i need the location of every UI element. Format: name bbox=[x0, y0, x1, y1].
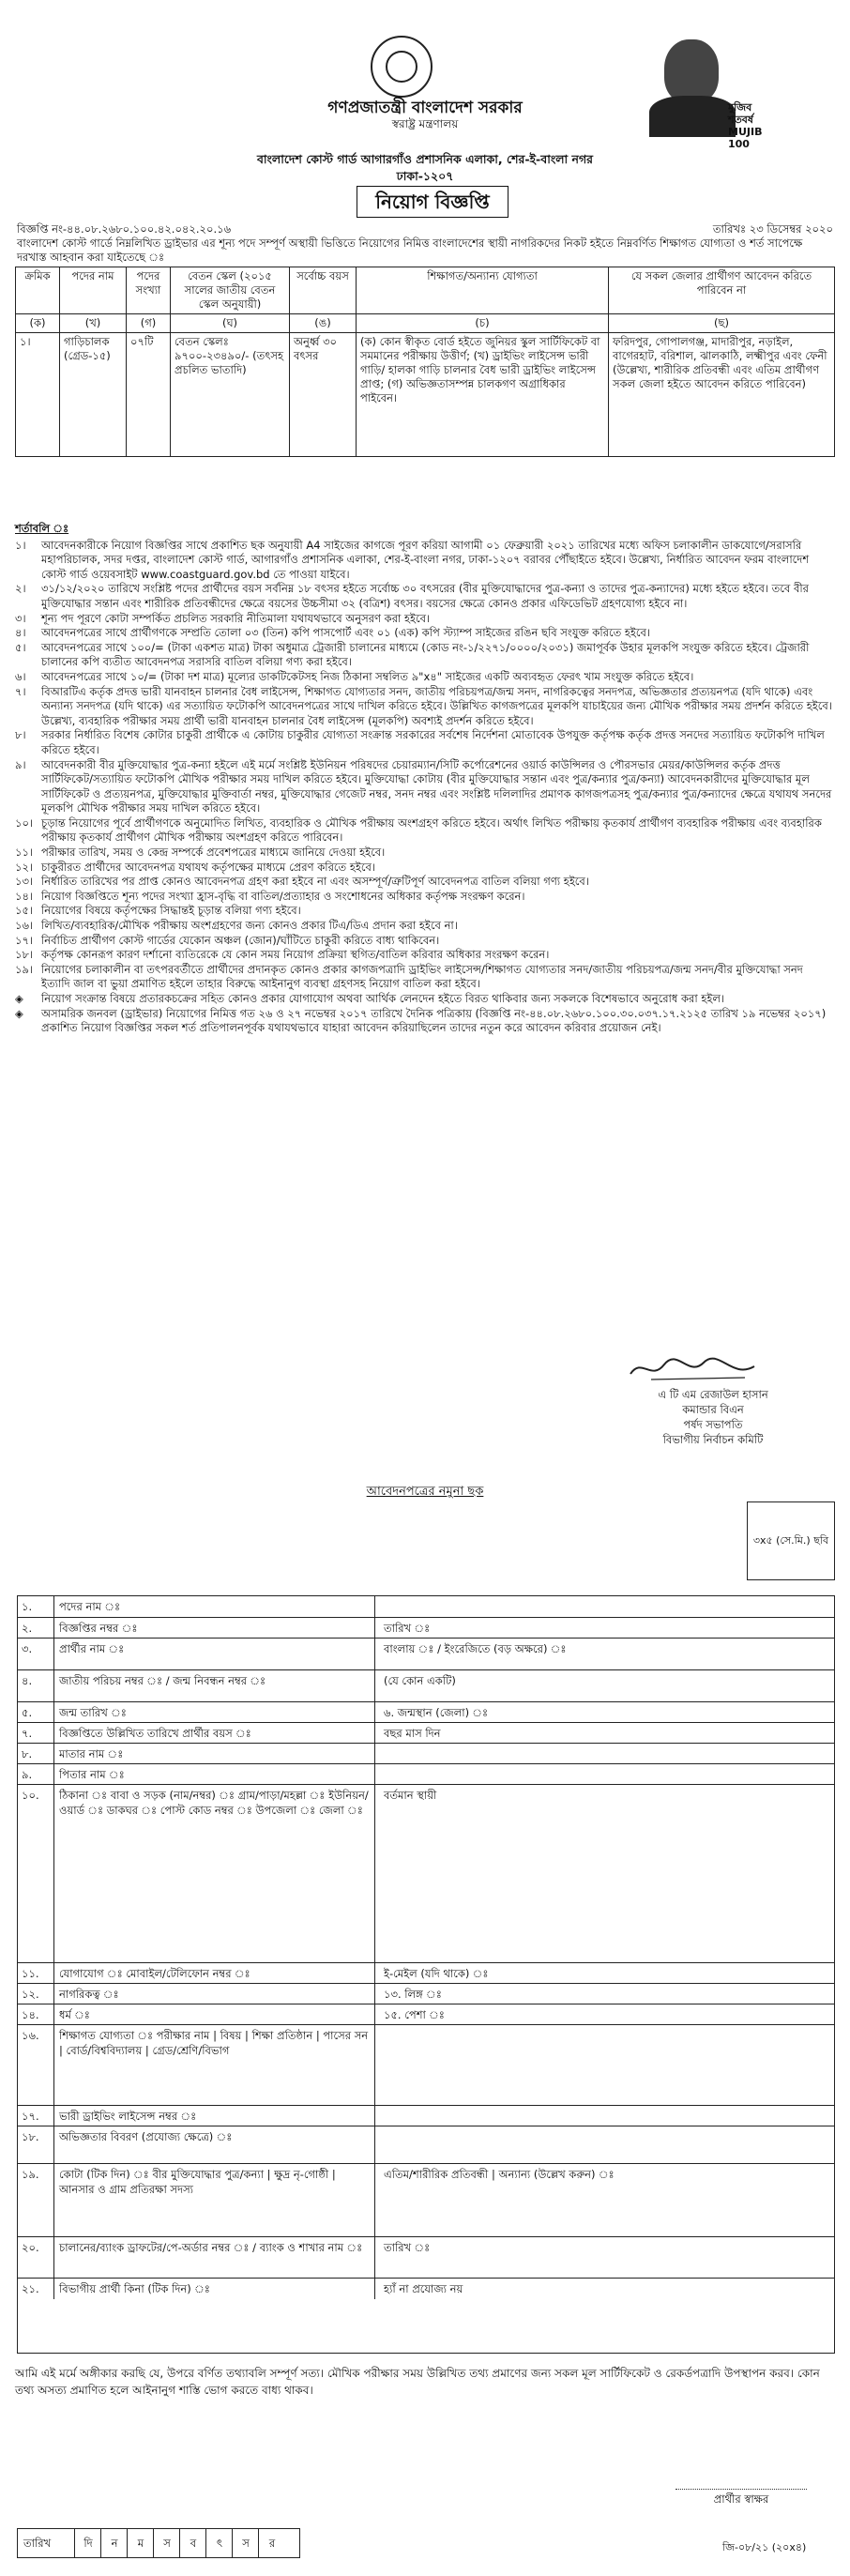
date-label: তারিখ bbox=[23, 2537, 52, 2550]
date-cell[interactable]: ব bbox=[179, 2529, 206, 2557]
term-item bbox=[15, 758, 835, 816]
term-text: পরীক্ষার তারিখ, সময় ও কেন্দ্র সম্পর্কে প্রবেশপত্রের মাধ্যমে জানিয়ে দেওয়া হইবে। bbox=[41, 846, 386, 860]
term-item bbox=[15, 846, 835, 861]
term-number: ৬। bbox=[15, 669, 26, 683]
form-row bbox=[18, 2236, 834, 2279]
form-row bbox=[18, 1617, 834, 1639]
notice-ref: বিজ্ঞপ্তি নং-৪৪.০৮.২৬৮০.১০০.৪২.০৪২.২০.১৬ bbox=[17, 222, 232, 236]
term-number: ৭। bbox=[15, 684, 26, 698]
form-row-extra: হ্যাঁ না প্রযোজ্য নয় bbox=[384, 2282, 463, 2295]
term-text: নির্বাচিত প্রার্থীগণ কোস্ট গার্ডের যেকোন অঞ্চল (জোন)/ঘাঁটিতে চাকুরী করিতে বাধ্য থাকিবেন। bbox=[41, 933, 440, 947]
form-divider bbox=[53, 2237, 54, 2279]
form-input-field[interactable] bbox=[374, 2025, 835, 2106]
form-row bbox=[18, 2278, 834, 2299]
signature-date-box bbox=[17, 2528, 300, 2558]
cell-post: গাড়িচালক (গ্রেড-১৫) bbox=[60, 333, 127, 457]
form-row bbox=[18, 1722, 834, 1744]
term-text: আবেদনকারী বীর মুক্তিযোদ্ধার পুত্র-কন্যা হইলে এই মর্মে সংশ্লিষ্ট ইউনিয়ন পরিষদের চেয়ারম্যান/সিটি কর্পোরেশনের ওয়ার্ড কাউন্সিলর ও পৌরসভার মেয়র/কাউন্সিলর কর্তৃক প্রদত্ত সার্টিফিকেট/সত্যায়িত ফটোকপি মৌখিক পরীক্ষার সময় দাখিল করিতে হইবে। মুক্তিযোদ্ধা কোটায় (বীর মুক্তিযোদ্ধার সন্তান এবং পুত্র/কন্যার পুত্র/কন্যা) আবেদনকারীদের মুক্তিযোদ্ধার মূল সার্টিফিকেট ও প্রত্যয়নপত্র, মুক্তিযোদ্ধার মুক্তিবার্তা নম্বর, মুক্তিযোদ্ধার গেজেট নম্বর, সনদ নম্বর এবং সংশ্লিষ্ট দলিলাদির প্রমাণক কাগজপত্রসহ পুত্র/কন্যার পুত্র/কন্যাদের ক্ষেত্রে যথাযথ সনদের মূলকপি মৌখিক পরীক্ষার সময় দাখিল করিতে হইবে। bbox=[41, 757, 832, 815]
form-row-number: ৩. bbox=[22, 1642, 33, 1655]
term-text: আবেদনকারীকে নিয়োগ বিজ্ঞপ্তির সাথে প্রকাশিত ছক অনুযায়ী A4 সাইজের কাগজে পূরণ করিয়া আগামী ০১ ফেব্রুয়ারী ২০২১ তারিখের মধ্যে অফিস চলাকালীন ডাকযোগে/সরাসরি মহাপরিচালক, সদর দপ্তর, বাংলাদেশ কোস্ট গার্ড, আগারগাঁও প্রশাসনিক এলাকা, শের-ই-বাংলা নগর, ঢাকা-১২০৭ বরাবর পৌঁছাইতে হইবে। উল্লেখ্য, নির্ধারিত আবেদন ফরম বাংলাদেশ কোস্ট গার্ড ওয়েবসাইট www.coastguard.gov.bd তে পাওয়া যাইবে। bbox=[41, 538, 810, 581]
form-row-label: যোগাযোগ ঃ মোবাইল/টেলিফোন নম্বর ঃ bbox=[59, 1967, 250, 1980]
term-number: ১৩। bbox=[15, 875, 34, 889]
signatory-block bbox=[600, 1387, 826, 1447]
term-item bbox=[15, 934, 835, 949]
form-row-extra: ১৩. লিঙ্গ ঃ bbox=[384, 1988, 442, 2001]
col-districts: যে সকল জেলার প্রার্থীগণ আবেদন করিতে পারিবেন না bbox=[609, 267, 835, 314]
form-row-extra: বছর মাস দিন bbox=[384, 1727, 441, 1740]
form-row-number: ১২. bbox=[22, 1988, 39, 2001]
form-row-number: ১৪. bbox=[22, 2008, 39, 2021]
form-row-label: বিজ্ঞপ্তির নম্বর ঃ bbox=[59, 1622, 138, 1635]
ministry-name: স্বরাষ্ট্র মন্ত্রণালয় bbox=[391, 117, 459, 130]
form-divider bbox=[53, 1618, 54, 1639]
form-input-field[interactable] bbox=[374, 1596, 835, 1617]
letter-cell: (ঙ) bbox=[290, 314, 357, 333]
term-number: ১৬। bbox=[15, 919, 34, 933]
term-item bbox=[15, 670, 835, 685]
cell-scale: বেতন স্কেলঃ ৯৭০০-২৩৪৯০/- (তৎসহ প্রচলিত ভাতাদি) bbox=[171, 333, 290, 457]
signature-scribble-icon bbox=[623, 1353, 764, 1385]
declaration-text: আমি এই মর্মে অঙ্গীকার করছি যে, উপরে বর্ণিত তথ্যাবলি সম্পূর্ণ সত্য। মৌখিক পরীক্ষার সময় উল্লিখিত তথ্য প্রমাণের জন্য সকল মূল সার্টিফিকেট ও রেকর্ডপত্রাদি উপস্থাপন করব। কোন তথ্য অসত্য প্রমাণিত হলে আইনানুগ শাস্তি ভোগ করতে বাধ্য থাকব। bbox=[15, 2367, 820, 2397]
term-item bbox=[15, 612, 835, 627]
table-header-row bbox=[16, 267, 835, 314]
form-row-number: ১৭. bbox=[22, 2110, 39, 2123]
form-row-number: ৯. bbox=[22, 1768, 33, 1781]
form-row bbox=[18, 2105, 834, 2126]
cell-age: অনুর্ধ্ব ৩০ বৎসর bbox=[290, 333, 357, 457]
cell-districts: ফরিদপুর, গোপালগঞ্জ, মাদারীপুর, নড়াইল, বাগেরহাট, বরিশাল, ঝালকাঠি, লক্ষ্মীপুর এবং ফেনী (উল্লেখ্য, শারীরিক প্রতিবন্ধী এবং এতিম প্রার্থীগণ সকল জেলা হইতে আবেদন করিতে পারিবেন) bbox=[609, 333, 835, 457]
term-item bbox=[15, 626, 835, 641]
term-text: ৩১/১২/২০২০ তারিখে সংশ্লিষ্ট পদের প্রার্থীদের বয়স সর্বনিম্ন ১৮ বৎসর হইতে সর্বোচ্চ ৩০ বৎসরের (বীর মুক্তিযোদ্ধাদের পুত্র-কন্যা ও তাদের পুত্র-কন্যাদের) মধ্যে হইতে হইবে। তবে বীর মুক্তিযোদ্ধার সন্তান এবং শারীরিক প্রতিবন্ধীদের ক্ষেত্রে বয়সের উচ্চসীমা ৩২ (বত্রিশ) বৎসর। বয়সের ক্ষেত্রে কোনও প্রকার এফিডেভিট গ্রহণযোগ্য হইবে না। bbox=[41, 582, 809, 610]
term-number: ৪। bbox=[15, 626, 26, 640]
signatory-board: বিভাগীয় নির্বাচন কমিটি bbox=[662, 1433, 764, 1446]
col-age: সর্বোচ্চ বয়স bbox=[290, 267, 357, 314]
term-item bbox=[15, 816, 835, 846]
col-qualification: শিক্ষাগত/অন্যান্য যোগ্যতা bbox=[357, 267, 609, 314]
form-divider bbox=[53, 2126, 54, 2164]
form-input-field[interactable] bbox=[374, 2106, 835, 2126]
form-row-label: কোটা (টিক দিন) ঃ বীর মুক্তিযোদ্ধার পুত্র/কন্যা | ক্ষুদ্র নৃ-গোষ্ঠী | আনসার ও গ্রাম প্রতিরক্ষা সদস্য bbox=[59, 2168, 336, 2196]
term-item bbox=[15, 875, 835, 890]
cell-count: ০৭টি bbox=[127, 333, 171, 457]
mujib-100-label: মুজিব শতবর্ষ MUJIB 100 bbox=[728, 101, 763, 150]
form-row-label: পিতার নাম ঃ bbox=[59, 1768, 125, 1781]
notice-intro: বাংলাদেশ কোস্ট গার্ডে নিম্নলিখিত ড্রাইভার এর শূন্য পদে সম্পূর্ণ অস্থায়ী ভিত্তিতে নিয়োগের নিমিত্ত বাংলাদেশের স্থায়ী নাগরিকদের নিকট হইতে নিম্নবর্ণিত শিক্ষাগত যোগ্যতা ও শর্ত সাপেক্ষে দরখাস্ত আহবান করা যাইতেছে ঃ bbox=[17, 236, 803, 264]
form-row bbox=[18, 1743, 834, 1764]
office-city: ঢাকা-১২০৭ bbox=[396, 169, 454, 183]
term-text: শূন্য পদ পূরণে কোটা সম্পর্কিত প্রচলিত সরকারি নীতিমালা যথাযথভাবে অনুসরণ করা হইবে। bbox=[41, 611, 431, 625]
term-text: চাকুরীরত প্রার্থীদের আবেদনপত্র যথাযথ কর্তৃপক্ষের মাধ্যমে প্রেরণ করিতে হইবে। bbox=[41, 860, 375, 874]
term-text: সরকার নির্ধারিত বিশেষ কোটার চাকুরী প্রার্থীকে এ কোটায় চাকুরীর যোগ্যতা সংক্রান্ত সরকারের সর্বশেষ নির্দেশনা মোতাবেক উপযুক্ত কর্তৃপক্ষ কর্তৃক প্রদত্ত সনদের সত্যায়িত ফটোকপি দাখিল করিতে হইবে। bbox=[41, 728, 825, 756]
form-divider bbox=[53, 1670, 54, 1702]
form-row-label: জাতীয় পরিচয় নম্বর ঃ / জন্ম নিবন্ধন নম্বর ঃ bbox=[59, 1674, 266, 1687]
term-number: ১১। bbox=[15, 846, 34, 860]
term-item bbox=[15, 685, 835, 729]
term-item bbox=[15, 948, 835, 963]
date-cell[interactable]: স bbox=[153, 2529, 180, 2557]
signatory-role: পর্ষদ সভাপতি bbox=[683, 1418, 743, 1431]
date-cell[interactable]: ন bbox=[100, 2529, 128, 2557]
notice-title: নিয়োগ বিজ্ঞপ্তি bbox=[357, 186, 508, 218]
term-text: আবেদনপত্রের সাথে ১০/= (টাকা দশ মাত্র) মূল্যের ডাকটিকেটসহ নিজ ঠিকানা সম্বলিত ৯"x৪" সাইজের একটি অব্যবহৃত ফেরৎ খাম সংযুক্ত করিতে হইবে। bbox=[41, 669, 694, 683]
form-code: জি-০৮/২১ (২০x৪) bbox=[722, 2541, 807, 2553]
form-row-extra: (যে কোন একটি) bbox=[384, 1674, 456, 1687]
term-text: আবেদনপত্রের সাথে ১০০/= (টাকা একশত মাত্র) টাকা অধুমাত্র ট্রেজারী চালানের মাধ্যমে (কোড নং-১/২২৭১/০০০০/২০৩১) জমাপূর্বক উহার মূলকপি সংযুক্ত করিতে হইবে। ট্রেজারী চালানের কপি ব্যতীত আবেদনপত্র সরাসরি বাতিল বলিয়া গণ্য করা হইবে। bbox=[41, 640, 810, 669]
form-row bbox=[18, 1701, 834, 1723]
form-row-label: পদের নাম ঃ bbox=[59, 1600, 121, 1613]
term-item bbox=[15, 890, 835, 905]
term-number: ৯। bbox=[15, 757, 26, 771]
form-row-number: ২১. bbox=[22, 2282, 39, 2295]
mujib-logo bbox=[647, 34, 763, 150]
cell-qualification: (ক) কোন স্বীকৃত বোর্ড হইতে জুনিয়র স্কুল সার্টিফিকেট বা সমমানের পরীক্ষায় উত্তীর্ণ; (খ) ড্রাইভিং লাইসেন্স ভারী গাড়ি/ হালকা গাড়ি চালনার বৈধ ভারী ড্রাইভিং লাইসেন্স প্রাপ্ত; (গ) অভিজ্ঞতাসম্পন্ন চালকগণ অগ্রাধিকার পাইবেন। bbox=[357, 333, 609, 457]
term-item bbox=[15, 641, 835, 670]
term-text: বিআরটিএ কর্তৃক প্রদত্ত ভারী যানবাহন চালনার বৈধ লাইসেন্স, শিক্ষাগত যোগ্যতার সনদ, জাতীয় পরিচয়পত্র/জন্ম সনদ, নাগরিকত্বের সনদপত্র, অভিজ্ঞতার প্রত্যয়নপত্র (যদি থাকে) এবং অন্যান্য সনদপত্র (যদি থাকে) এর সত্যায়িত ফটোকপি আবেদনপত্রের সাথে দাখিল করিতে হইবে। উল্লিখিত কাগজপত্রের মূলকপি যাচাইয়ের জন্য মৌখিক পরীক্ষার সময় প্রদর্শন করিতে হইবে। উল্লেখ্য, ব্যবহারিক পরীক্ষার সময় প্রার্থী ভারী যানবাহন চালনার বৈধ লাইসেন্স (মূলকপি) অবশ্যই প্রদর্শন করিতে হইবে। bbox=[41, 684, 832, 727]
form-row-extra: তারিখ ঃ bbox=[384, 1622, 431, 1635]
form-row-extra: বর্তমান স্থায়ী bbox=[384, 1789, 437, 1802]
form-row-number: ১৬. bbox=[22, 2029, 39, 2042]
form-row-number: ৫. bbox=[22, 1706, 33, 1719]
form-row-number: ১০. bbox=[22, 1789, 39, 1802]
term-text: নিয়োগের বিষয়ে কর্তৃপক্ষের সিদ্ধান্তই চূড়ান্ত বলিয়া গণ্য হইবে। bbox=[41, 904, 301, 918]
form-row-number: ১৮. bbox=[22, 2130, 39, 2143]
term-number: ◈ bbox=[15, 992, 23, 1005]
form-row bbox=[18, 1784, 834, 1963]
term-number: ১৫। bbox=[15, 904, 34, 918]
col-post: পদের নাম bbox=[60, 267, 127, 314]
form-title: আবেদনপত্রের নমুনা ছক bbox=[366, 1485, 484, 1499]
form-row-label: মাতার নাম ঃ bbox=[59, 1747, 124, 1761]
table-row bbox=[16, 333, 835, 457]
form-row-number: ১৯. bbox=[22, 2168, 39, 2181]
form-divider bbox=[53, 1702, 54, 1723]
letter-cell: (ঘ) bbox=[171, 314, 290, 333]
government-emblem-icon bbox=[371, 36, 433, 98]
vacancy-table bbox=[15, 267, 835, 457]
term-item bbox=[15, 539, 835, 583]
terms-list bbox=[15, 539, 835, 1036]
form-divider bbox=[53, 1744, 54, 1764]
application-form bbox=[17, 1595, 835, 2354]
term-number: ১০। bbox=[15, 815, 34, 830]
cell-serial: ১। bbox=[16, 333, 60, 457]
term-item bbox=[15, 992, 835, 1007]
term-item bbox=[15, 963, 835, 992]
term-text: নির্ধারিত তারিখের পর প্রাপ্ত কোনও আবেদনপত্র গ্রহণ করা হইবে না এবং অসম্পূর্ণ/ত্রুটিপূর্ণ আবেদনপত্র বাতিল বলিয়া গণ্য হইবে। bbox=[41, 875, 589, 889]
form-row-extra: বাংলায় ঃ / ইংরেজিতে (বড় অক্ষরে) ঃ bbox=[384, 1642, 567, 1655]
term-number: ১৯। bbox=[15, 962, 34, 976]
form-row bbox=[18, 2024, 834, 2106]
term-number: ১৪। bbox=[15, 889, 34, 903]
form-divider bbox=[53, 2106, 54, 2126]
form-divider bbox=[53, 2279, 54, 2299]
form-row-extra: তারিখ ঃ bbox=[384, 2241, 431, 2254]
form-divider bbox=[53, 2025, 54, 2106]
form-row-number: ১১. bbox=[22, 1967, 39, 1980]
term-item bbox=[15, 728, 835, 757]
form-divider bbox=[53, 1723, 54, 1744]
office-address: বাংলাদেশ কোস্ট গার্ড আগারগাঁও প্রশাসনিক এলাকা, শের-ই-বাংলা নগর bbox=[256, 152, 594, 166]
form-row bbox=[18, 2004, 834, 2025]
form-row-extra: ১৫. পেশা ঃ bbox=[384, 2008, 445, 2021]
form-row bbox=[18, 1983, 834, 2004]
term-number: ১। bbox=[15, 538, 26, 552]
form-row-label: ভারী ড্রাইভিং লাইসেন্স নম্বর ঃ bbox=[59, 2110, 197, 2123]
date-cell[interactable]: দি bbox=[74, 2529, 101, 2557]
form-row-number: ৭. bbox=[22, 1727, 33, 1740]
term-text: নিয়োগ সংক্রান্ত বিষয়ে প্রতারকচক্রের সহিত কোনও প্রকার যোগাযোগ অথবা আর্থিক লেনদেন হইতে বিরত থাকিবার জন্য সকলকে বিশেষভাবে অনুরোধ করা হইল। bbox=[41, 992, 725, 1005]
term-item bbox=[15, 1007, 835, 1036]
terms-section bbox=[15, 522, 835, 1036]
form-input-field[interactable] bbox=[374, 1785, 835, 1963]
govt-title: গণপ্রজাতন্ত্রী বাংলাদেশ সরকার bbox=[327, 99, 523, 117]
form-row-label: চালানের/ব্যাংক ড্রাফটের/পে-অর্ডার নম্বর ঃ / ব্যাংক ও শাখার নাম ঃ bbox=[59, 2241, 363, 2254]
form-row-label: ধর্ম ঃ bbox=[59, 2008, 90, 2021]
applicant-signature: প্রার্থীর স্বাক্ষর bbox=[675, 2489, 807, 2509]
term-item bbox=[15, 919, 835, 934]
term-text: লিখিত/ব্যবহারিক/মৌখিক পরীক্ষায় অংশগ্রহণের জন্য কোনও প্রকার টিএ/ডিএ প্রদান করা হইবে না। bbox=[41, 919, 458, 933]
term-text: চূড়ান্ত নিয়োগের পূর্বে প্রার্থীগণকে অনুমোদিত লিখিত, ব্যবহারিক ও মৌখিক পরীক্ষায় অংশগ্রহণ করিতে হইবে। অর্থাৎ লিখিত পরীক্ষায় কৃতকার্য প্রার্থীগণ ব্যবহারিক পরীক্ষায় এবং ব্যবহারিক পরীক্ষায় কৃতকার্য প্রার্থীগণ মৌখিক পরীক্ষায় অংশগ্রহণ করিতে পারিবেন। bbox=[41, 815, 822, 845]
letter-cell: (ক) bbox=[16, 314, 60, 333]
portrait-body bbox=[649, 96, 736, 137]
date-cell[interactable]: স bbox=[232, 2529, 259, 2557]
term-text: কর্তৃপক্ষ কোনরূপ কারণ দর্শানো ব্যতিরেকে যে কোন সময় নিয়োগ প্রক্রিয়া স্থগিত/বাতিল করিবার অধিকার সংরক্ষণ করেন। bbox=[41, 948, 550, 962]
term-number: ১২। bbox=[15, 860, 34, 874]
form-input-field[interactable] bbox=[374, 1744, 835, 1764]
form-row-label: অভিজ্ঞতার বিবরণ (প্রযোজ্য ক্ষেত্রে) ঃ bbox=[59, 2130, 233, 2143]
term-item bbox=[15, 904, 835, 919]
term-number: ১৮। bbox=[15, 948, 34, 962]
term-number: ২। bbox=[15, 582, 26, 596]
term-text: অসামরিক জনবল (ড্রাইভার) নিয়োগের নিমিত্ত গত ২৬ ও ২৭ নভেম্বর ২০১৭ তারিখে দৈনিক পত্রিকায় (বিজ্ঞপ্তি নং-৪৪.০৮.২৬৮০.১০০.৩০.০৩৭.১৭.২১২৫ তারিখ ১৯ নভেম্বর ২০১৭) প্রকাশিত নিয়োগ বিজ্ঞপ্তির সকল শর্ত প্রতিপালনপূর্বক যথাযথভাবে যাহারা আবেদন করিয়াছিলেন তাদের নতুন করে আবেদন করিবার প্রয়োজন নেই। bbox=[41, 1006, 827, 1035]
term-text: আবেদনপত্রের সাথে প্রার্থীগণকে সম্প্রতি তোলা ০৩ (তিন) কপি পাসপোর্ট এবং ০১ (এক) কপি স্ট্যাম্প সাইজের রঙিন ছবি সংযুক্ত করিতে হইবে। bbox=[41, 626, 651, 640]
form-row bbox=[18, 1638, 834, 1670]
form-row-number: ৪. bbox=[22, 1674, 33, 1687]
form-divider bbox=[53, 1785, 54, 1963]
form-input-field[interactable] bbox=[374, 2126, 835, 2164]
form-row-number: ১. bbox=[22, 1600, 33, 1613]
form-row-label: বিভাগীয় প্রার্থী কিনা (টিক দিন) ঃ bbox=[59, 2282, 210, 2295]
form-divider bbox=[53, 2004, 54, 2025]
signatory-name: এ টি এম রেজাউল হাসান bbox=[658, 1388, 768, 1401]
col-serial: ক্রমিক bbox=[16, 267, 60, 314]
col-scale: বেতন স্কেল (২০১৫ সালের জাতীয় বেতন স্কেল অনুযায়ী) bbox=[171, 267, 290, 314]
table-letter-row bbox=[16, 314, 835, 333]
form-row-number: ২০. bbox=[22, 2241, 39, 2254]
letter-cell: (ছ) bbox=[609, 314, 835, 333]
photo-label: ৩x৫ (সে.মি.) ছবি bbox=[752, 1533, 829, 1547]
col-count: পদের সংখ্যা bbox=[127, 267, 171, 314]
term-item bbox=[15, 582, 835, 611]
form-row-number: ২. bbox=[22, 1622, 33, 1635]
form-row bbox=[18, 1763, 834, 1785]
form-row bbox=[18, 1669, 834, 1702]
form-row-extra: ৬. জন্মস্থান (জেলা) ঃ bbox=[384, 1706, 489, 1719]
form-input-field[interactable] bbox=[374, 1764, 835, 1785]
form-row-number: ৮. bbox=[22, 1747, 33, 1761]
terms-heading: শর্তাবলি ঃ bbox=[15, 522, 69, 535]
term-number: ৮। bbox=[15, 728, 26, 742]
letter-cell: (গ) bbox=[127, 314, 171, 333]
form-row-label: ঠিকানা ঃ বাবা ও সড়ক (নাম/নম্বর) ঃ গ্রাম/পাড়া/মহল্লা ঃ ইউনিয়ন/ওয়ার্ড ঃ ডাকঘর ঃ পোস্ট কোড নম্বর ঃ উপজেলা ঃ জেলা ঃ bbox=[59, 1789, 369, 1817]
term-text: নিয়োগের চলাকালীন বা তৎপরবর্তীতে প্রার্থীদের প্রদানকৃত কোনও প্রকার কাগজপত্রাদি ড্রাইভিং লাইসেন্স/শিক্ষাগত যোগ্যতার সনদ/জাতীয় পরিচয়পত্র/জন্ম সনদ/বীর মুক্তিযোদ্ধা সনদ ইত্যাদি জাল বা ভুয়া প্রমাণিত হইলে তাহার বিরুদ্ধে আইনানুগ ব্যবস্থা গ্রহণসহ নিয়োগ বাতিল করা হইবে। bbox=[41, 962, 803, 991]
letter-cell: (খ) bbox=[60, 314, 127, 333]
form-row bbox=[18, 2163, 834, 2237]
form-row bbox=[18, 2126, 834, 2164]
form-divider bbox=[53, 1984, 54, 2004]
letter-cell: (চ) bbox=[357, 314, 609, 333]
date-cell[interactable]: র bbox=[258, 2529, 285, 2557]
date-cell[interactable]: ৎ bbox=[205, 2529, 233, 2557]
signatory-rank: কমান্ডার বিএন bbox=[682, 1403, 744, 1416]
form-row-label: নাগরিকত্ব ঃ bbox=[59, 1988, 119, 2001]
portrait-head bbox=[664, 39, 719, 103]
notice-date: তারিখঃ ২৩ ডিসেম্বর ২০২০ bbox=[712, 222, 833, 236]
term-item bbox=[15, 861, 835, 876]
term-number: ◈ bbox=[15, 1006, 23, 1020]
form-divider bbox=[53, 1764, 54, 1785]
form-row-extra: এতিম/শারীরিক প্রতিবন্ধী | অন্যান্য (উল্লেখ করুন) ঃ bbox=[384, 2168, 615, 2181]
form-divider bbox=[53, 2164, 54, 2237]
form-row-extra: ই-মেইল (যদি থাকে) ঃ bbox=[384, 1967, 489, 1980]
term-number: ১৭। bbox=[15, 933, 34, 947]
form-row-label: শিক্ষাগত যোগ্যতা ঃ পরীক্ষার নাম | বিষয় | শিক্ষা প্রতিষ্ঠান | পাসের সন | বোর্ড/বিশ্ববিদ্যালয় | গ্রেড/শ্রেণি/বিভাগ bbox=[59, 2029, 369, 2057]
form-row-label: বিজ্ঞপ্তিতে উল্লিখিত তারিখে প্রার্থীর বয়স ঃ bbox=[59, 1727, 251, 1740]
form-row bbox=[18, 1962, 834, 1984]
form-divider bbox=[53, 1963, 54, 1984]
date-cell[interactable]: ম bbox=[127, 2529, 154, 2557]
photo-box bbox=[747, 1501, 835, 1580]
form-row-label: জন্ম তারিখ ঃ bbox=[59, 1706, 127, 1719]
form-divider bbox=[53, 1596, 54, 1617]
term-number: ৫। bbox=[15, 640, 26, 654]
term-number: ৩। bbox=[15, 611, 26, 625]
form-row-label: প্রার্থীর নাম ঃ bbox=[59, 1642, 125, 1655]
term-text: নিয়োগ বিজ্ঞপ্তিতে শূন্য পদের সংখ্যা হ্রাস-বৃদ্ধি বা বাতিল/প্রত্যাহার ও সংশোধনের অধিকার কর্তৃপক্ষ সংরক্ষণ করেন। bbox=[41, 889, 525, 903]
form-divider bbox=[53, 1639, 54, 1670]
form-row bbox=[18, 1596, 834, 1617]
